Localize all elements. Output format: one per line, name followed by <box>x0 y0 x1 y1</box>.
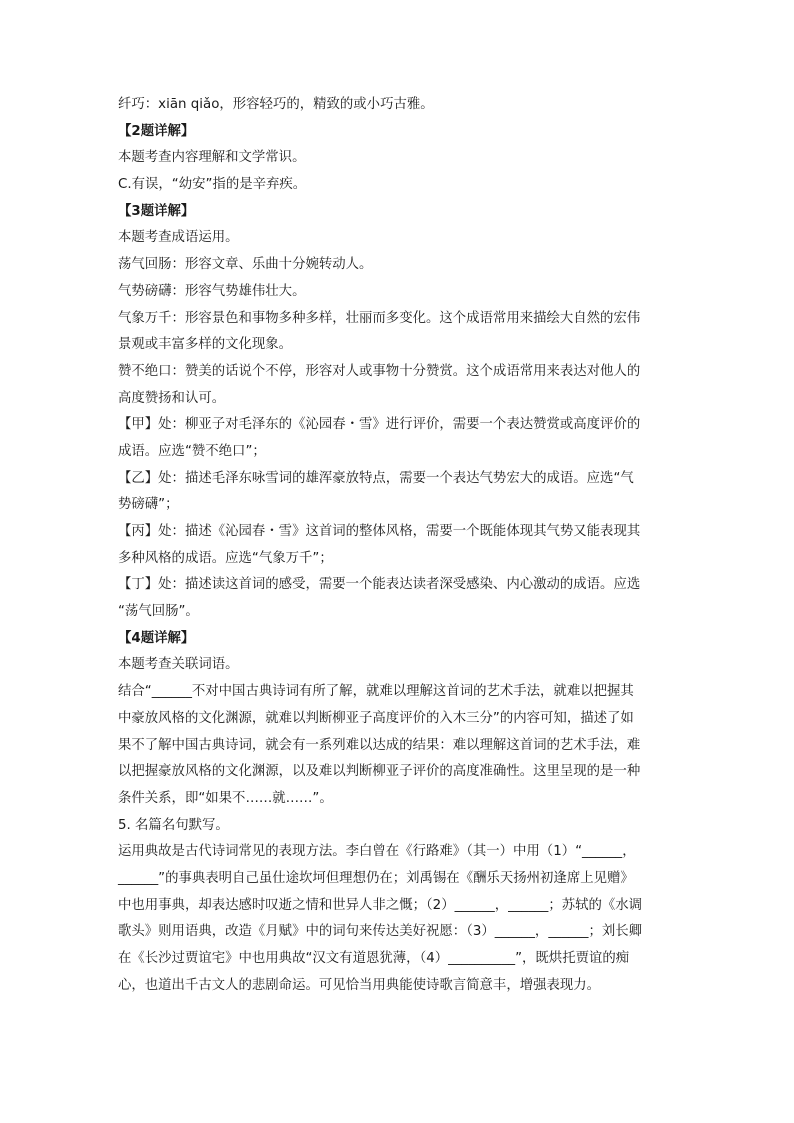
text-line: 【甲】处：柳亚子对毛泽东的《沁园春・雪》进行评价，需要一个表达赞赏或高度评价的 <box>118 417 641 433</box>
text-line: 中也用事典，却表达感时叹逝之情和世异人非之慨；（2）______，______；苏轼的《水调 <box>118 897 643 913</box>
text-line: 【丁】处：描述读这首词的感受，需要一个能表达读者深受感染、内心激动的成语。应选 <box>118 577 641 593</box>
text-line: 景观或丰富多样的文化现象。 <box>118 337 293 353</box>
question-heading: 5. 名篇名句默写。 <box>118 817 229 833</box>
text-line: ______”的事典表明自己虽仕途坎坷但理想仍在；刘禹锡在《酬乐天扬州初逢席上见赠》 <box>118 870 634 886</box>
text-line: 赞不绝口：赞美的话说个不停，形容对人或事物十分赞赏。这个成语常用来表达对他人的 <box>118 363 641 379</box>
text-line: 【乙】处：描述毛泽东咏雪词的雄浑豪放特点，需要一个表达气势宏大的成语。应选“气 <box>118 470 634 486</box>
text-line: 中豪放风格的文化渊源，就难以判断柳亚子高度评价的入木三分”的内容可知，描述了如 <box>118 710 634 726</box>
text-line: 气势磅礴：形容气势雄伟壮大。 <box>118 283 306 299</box>
text-line: 本题考查成语运用。 <box>118 230 239 246</box>
text-line: 成语。应选“赞不绝口”； <box>118 443 266 459</box>
section-heading: 【2题详解】 <box>118 123 195 139</box>
text-line: “荡气回肠”。 <box>118 604 199 620</box>
text-line: C.有误，“幼安”指的是辛弃疾。 <box>118 177 307 193</box>
text-line: 果不了解中国古典诗词，就会有一系列难以达成的结果：难以理解这首词的艺术手法，难 <box>118 737 641 753</box>
section-heading: 【3题详解】 <box>118 203 195 219</box>
text-line: 本题考查关联词语。 <box>118 657 239 673</box>
text-line: 势磅礴”； <box>118 497 179 513</box>
text-line: 结合“______不对中国古典诗词有所了解，就难以理解这首词的艺术手法，就难以把握其 <box>118 684 634 700</box>
text-line: 荡气回肠：形容文章、乐曲十分婉转动人。 <box>118 257 373 273</box>
text-line: 以把握豪放风格的文化渊源，以及难以判断柳亚子评价的高度准确性。这里呈现的是一种 <box>118 764 641 780</box>
text-line: 歌头》则用语典，改造《月赋》中的词句来传达美好祝愿：（3）______，______；刘长卿 <box>118 924 643 940</box>
text-line: 心，也道出千古文人的悲剧命运。可见恰当用典能使诗歌言简意丰，增强表现力。 <box>118 977 601 993</box>
text-line: 多种风格的成语。应选“气象万千”； <box>118 550 333 566</box>
text-line: 在《长沙过贾谊宅》中也用典故“汉文有道恩犹薄，（4）__________”，既烘托贾谊的痴 <box>118 951 630 966</box>
text-line: 气象万千：形容景色和事物多种多样，壮丽而多变化。这个成语常用来描绘大自然的宏伟 <box>118 310 641 326</box>
text-line: 本题考查内容理解和文学常识。 <box>118 150 306 166</box>
text-line: 运用典故是古代诗词常见的表现方法。李白曾在《行路难》（其一）中用（1）“______， <box>118 844 636 860</box>
section-heading: 【4题详解】 <box>118 630 195 646</box>
document-page <box>118 92 678 999</box>
text-line: 高度赞扬和认可。 <box>118 390 226 406</box>
text-line: 【丙】处：描述《沁园春・雪》这首词的整体风格，需要一个既能体现其气势又能表现其 <box>118 524 641 539</box>
text-line: 条件关系，即“如果不……就……”。 <box>118 790 333 806</box>
text-line: 纤巧：xiān qiǎo，形容轻巧的，精致的或小巧古雅。 <box>118 97 434 112</box>
